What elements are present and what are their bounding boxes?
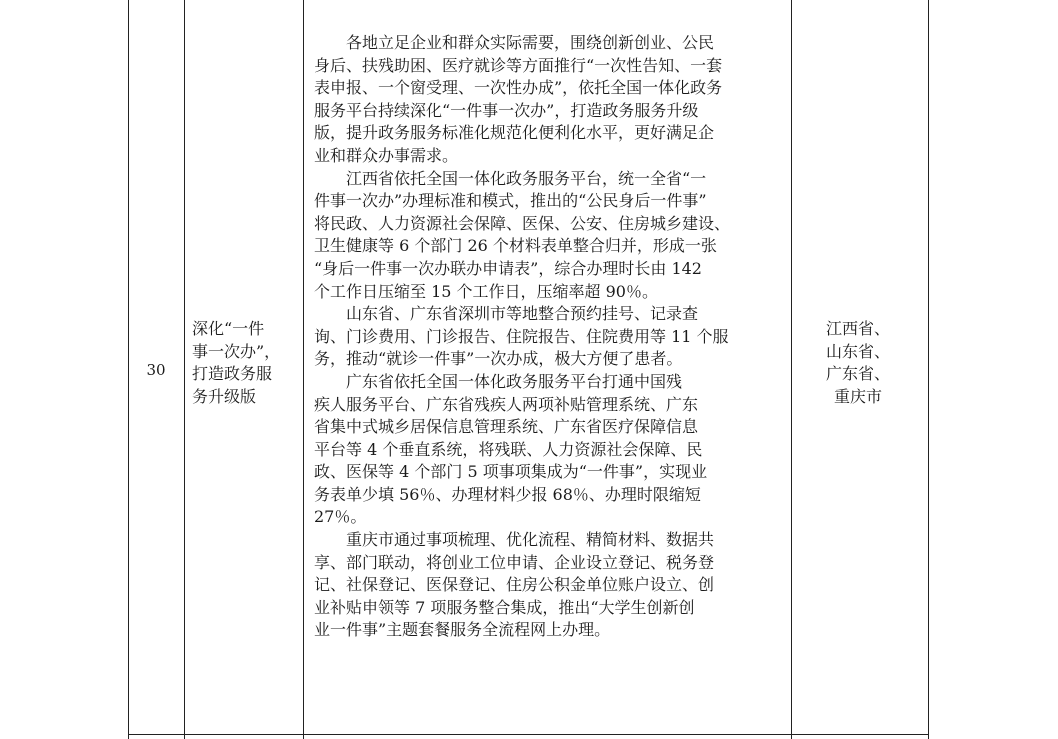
description-line: 各地立足企业和群众实际需要，围绕创新创业、公民 — [314, 33, 715, 52]
description-line: 件事一次办”办理标准和模式，推出的“公民身后一件事” — [314, 191, 707, 211]
table-border-right — [928, 0, 929, 739]
description-line: 卫生健康等 6 个部门 26 个材料表单整合归并，形成一张 — [314, 236, 717, 256]
description-line: 疾人服务平台、广东省残疾人两项补贴管理系统、广东 — [314, 394, 699, 414]
description-line: 身后、扶残助困、医疗就诊等方面推行“一次性告知、一套 — [314, 55, 723, 75]
item-description — [314, 32, 784, 642]
item-title-line: 事一次办”， — [192, 341, 281, 361]
row-number: 30 — [146, 361, 166, 379]
description-line: 表申报、一个窗受理、一次性办成”，依托全国一体化政务 — [314, 78, 723, 98]
description-line: 政、医保等 4 个部门 5 项事项集成为“一件事”，实现业 — [314, 462, 708, 482]
item-title-line: 务升级版 — [192, 386, 257, 406]
description-line: 记、社保登记、医保登记、住房公积金单位账户设立、创 — [314, 575, 715, 595]
description-line: 版，提升政务服务标准化规范化便利化水平，更好满足企 — [314, 123, 715, 143]
description-line: 业补贴申领等 7 项服务整合集成，推出“大学生创新创 — [314, 597, 695, 617]
description-line: 务，推动“就诊一件事”一次办成，极大方便了患者。 — [314, 349, 683, 369]
description-line: 平台等 4 个垂直系统，将残联、人力资源社会保障、民 — [314, 439, 703, 459]
item-title-line: 打造政务服 — [192, 364, 273, 383]
description-line: 询、门诊费用、门诊报告、住院报告、住院费用等 11 个服 — [314, 326, 729, 346]
description-line: 江西省依托全国一体化政务服务平台，统一全省“一 — [314, 168, 707, 188]
description-line: 个工作日压缩至 15 个工作日，压缩率超 90％。 — [314, 281, 658, 301]
region-line: 江西省、 — [825, 319, 890, 338]
table-row-bottom-border — [128, 734, 929, 735]
description-line: 将民政、人力资源社会保障、医保、公安、住房城乡建设、 — [314, 213, 731, 233]
region-line: 重庆市 — [833, 386, 882, 406]
item-title-line: 深化“一件 — [192, 319, 265, 338]
region-line: 山东省、 — [825, 341, 890, 361]
description-line: 业一件事”主题套餐服务全流程网上办理。 — [314, 620, 611, 640]
item-title — [192, 318, 300, 408]
description-line: 27％。 — [314, 507, 367, 527]
description-line: “身后一件事一次办联办申请表”，综合办理时长由 142 — [314, 258, 702, 278]
description-line: 享、部门联动，将创业工位申请、企业设立登记、税务登 — [314, 552, 715, 572]
description-line: 广东省依托全国一体化政务服务平台打通中国残 — [314, 371, 683, 391]
region-list — [794, 318, 922, 408]
description-line: 业和群众办事需求。 — [314, 145, 459, 165]
description-line: 务表单少填 56％、办理材料少报 68％、办理时限缩短 — [314, 484, 701, 504]
column-divider-3 — [791, 0, 792, 739]
description-line: 重庆市通过事项梳理、优化流程、精简材料、数据共 — [314, 530, 715, 550]
description-line: 省集中式城乡居保信息管理系统、广东省医疗保障信息 — [314, 417, 699, 437]
column-divider-2 — [303, 0, 304, 739]
description-line: 服务平台持续深化“一件事一次办”，打造政务服务升级 — [314, 100, 699, 120]
column-divider-1 — [184, 0, 185, 739]
region-line: 广东省、 — [825, 364, 890, 383]
description-line: 山东省、广东省深圳市等地整合预约挂号、记录查 — [314, 304, 699, 324]
